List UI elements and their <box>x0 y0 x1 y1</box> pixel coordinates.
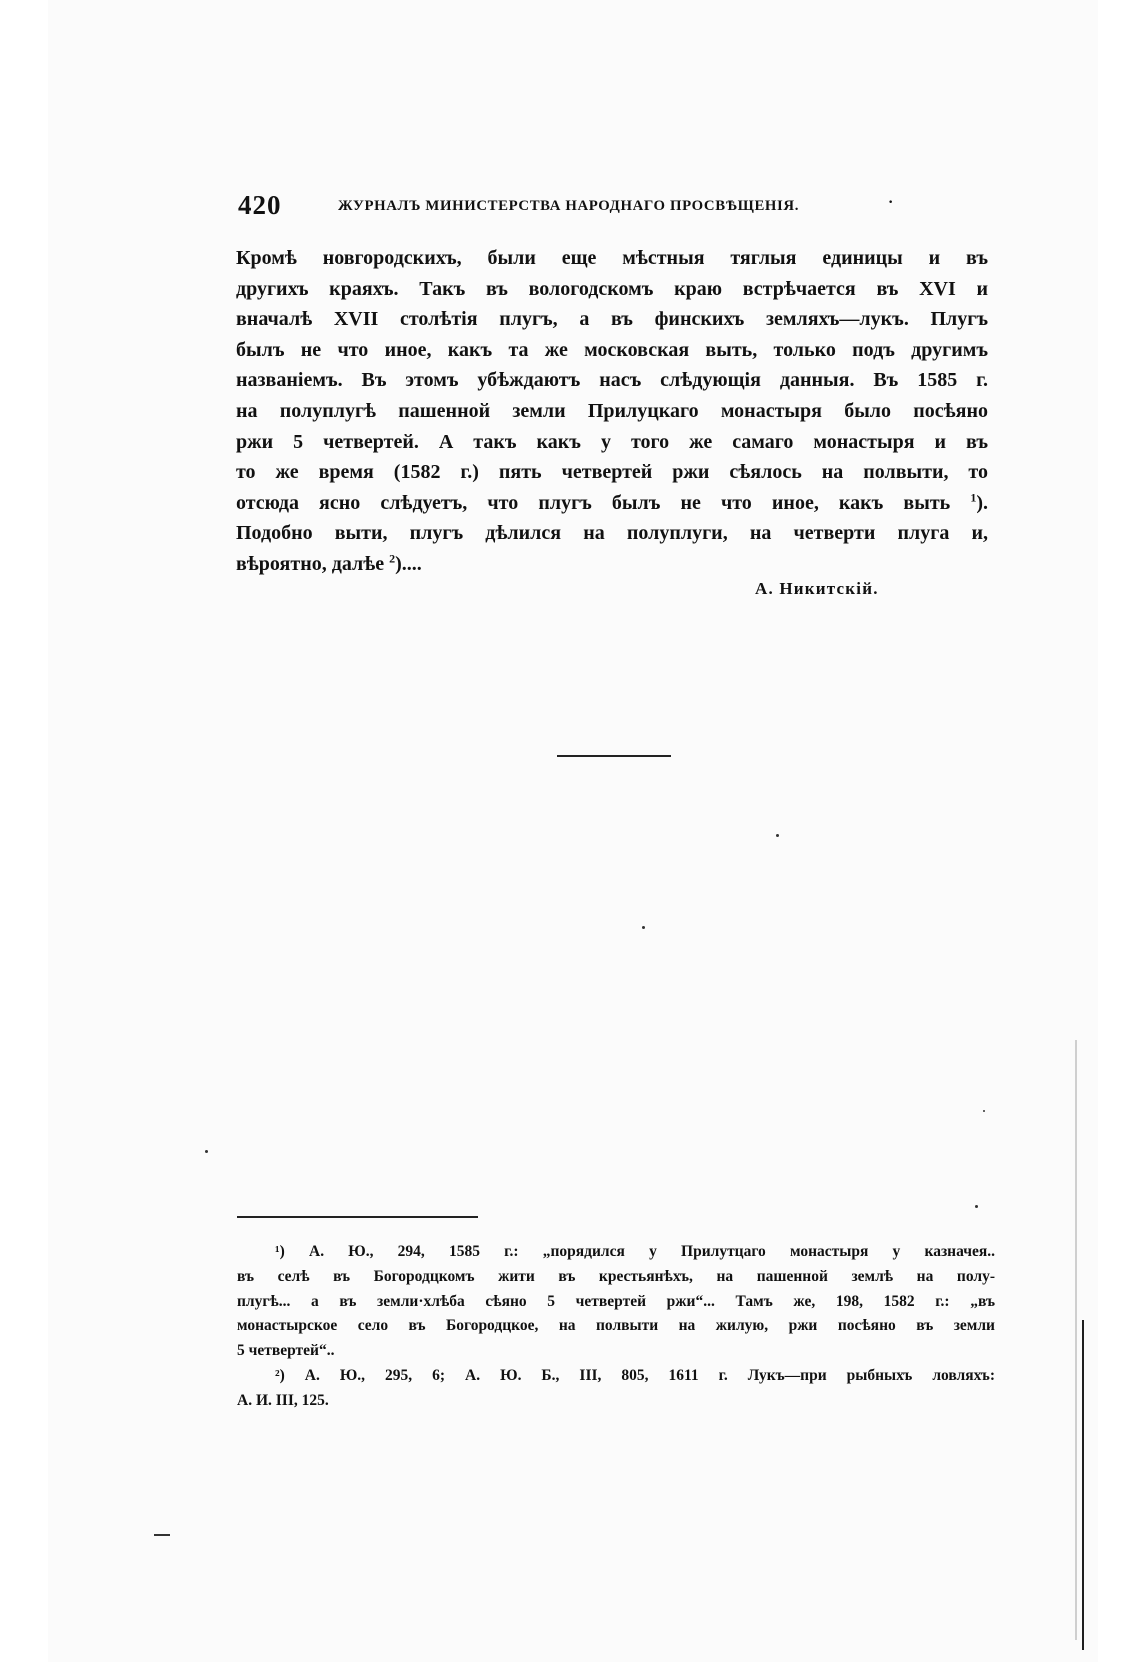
page-header <box>238 190 998 230</box>
body-line: на полуплугѣ пашенной земли Прилуцкаго монастыря было посѣяно <box>236 399 988 422</box>
ref-2-suffix: ).... <box>395 552 422 575</box>
footnote-1-line: 5 четвертей“.. <box>237 1342 335 1360</box>
body-line: ржи 5 четвертей. А такъ какъ у того же самаго монастыря и въ <box>236 430 988 453</box>
body-line-text: вѣроятно, далѣе <box>236 552 385 575</box>
body-line: другихъ краяхъ. Такъ въ вологодскомъ краю встрѣчается въ XVI и <box>236 277 988 300</box>
footnotes <box>237 1240 995 1414</box>
section-divider <box>557 755 671 757</box>
scan-speck <box>983 1110 985 1112</box>
body-line: то же время (1582 г.) пять четвертей ржи сѣялось на полвыти, то <box>236 461 988 484</box>
body-line: вначалѣ XVII столѣтія плугъ, а въ финскихъ земляхъ—лукъ. Плугъ <box>236 308 988 331</box>
running-title: ЖУРНАЛЪ МИНИСТЕРСТВА НАРОДНАГО ПРОСВѢЩЕНІЯ. <box>338 198 800 214</box>
scan-edge-line <box>1082 1320 1084 1650</box>
footnote-1-line: въ селѣ въ Богородцкомъ жити въ крестьянѣхъ, на пашенной землѣ на полу- <box>237 1267 995 1285</box>
footnote-divider <box>237 1216 478 1218</box>
scan-edge-shadow <box>1075 1040 1077 1640</box>
scan-speck <box>205 1150 208 1153</box>
footnote-1-line: ¹) А. Ю., 294, 1585 г.: „порядился у Прилутцаго монастыря у казначея.. <box>275 1243 995 1260</box>
body-line: названіемъ. Въ этомъ убѣждаютъ насъ слѣдующія данныя. Въ 1585 г. <box>236 369 988 392</box>
footnote-ref-1[interactable]: 1 <box>970 490 977 505</box>
footnote-1-line: плугѣ... а въ земли·хлѣба сѣяно 5 четвертей ржи“... Тамъ же, 198, 1582 г.: „въ <box>237 1292 995 1310</box>
scan-speck <box>642 926 645 929</box>
body-line-with-ref <box>236 488 988 519</box>
footnote-2-line: ²) А. Ю., 295, 6; А. Ю. Б., III, 805, 1611 г. Лукъ—при рыбныхъ ловляхъ: <box>275 1366 995 1384</box>
scan-speck <box>975 1205 978 1208</box>
author-signature: А. Никитскій. <box>755 579 879 598</box>
footnote-1-line: монастырское село въ Богородцкое, на полвыти на жилую, ржи посѣяно въ земли <box>237 1317 995 1335</box>
scan-speck <box>776 834 779 837</box>
ref-1-suffix: ). <box>976 491 988 514</box>
page-number: 420 <box>238 190 282 220</box>
body-paragraph <box>236 243 988 580</box>
scan-margin-mark <box>154 1534 170 1536</box>
body-line: былъ не что иное, какъ та же московская выть, только подъ другимъ <box>236 338 988 361</box>
body-line-text: отсюда ясно слѣдуетъ, что плугъ былъ не что иное, какъ выть <box>236 491 951 514</box>
footnote-2-line: А. И. III, 125. <box>237 1391 329 1409</box>
footnote-ref-2[interactable]: 2 <box>389 551 396 566</box>
body-line-with-ref <box>236 549 988 580</box>
body-line: Кромѣ новгородскихъ, были еще мѣстныя тяглыя единицы и въ <box>236 247 988 269</box>
header-speck: · <box>888 194 894 211</box>
body-line: Подобно выти, плугъ дѣлился на полуплуги, на четверти плуга и, <box>236 522 988 545</box>
